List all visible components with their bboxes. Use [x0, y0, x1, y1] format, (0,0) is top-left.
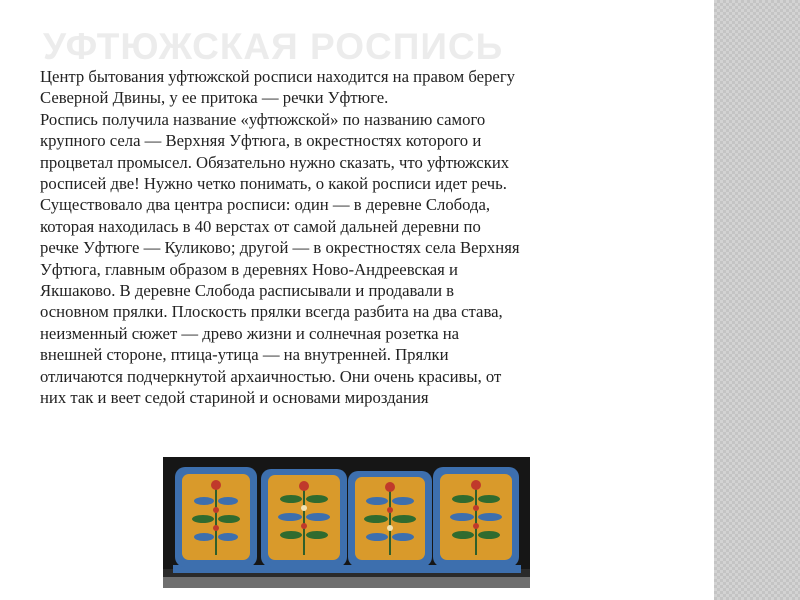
text-line: них так и веет седой стариной и основами мироздания [40, 388, 429, 408]
decorative-side-band [714, 0, 800, 600]
text-line: внешней стороне, птица-утица — на внутренней. Прялки [40, 345, 449, 365]
text-line: Центр бытования уфтюжской росписи находится на правом берегу [40, 67, 516, 86]
painted-box-3 [346, 471, 434, 573]
text-line: Роспись получила название «уфтюжской» по названию самого [40, 109, 486, 129]
text-line: росписей две! Нужно четко понимать, о какой росписи идет речь. [40, 174, 507, 194]
text-line: отличаются подчеркнутой архаичностью. Они очень красивы, от [40, 366, 502, 386]
text-line: основном прялки. Плоскость прялки всегда разбита на два става, [40, 302, 503, 322]
text-line: Якшаково. В деревне Слобода расписывали и продавали в [40, 281, 455, 301]
text-line: которая находилась в 40 верстах от самой дальней деревни по [40, 216, 481, 236]
painted-boxes-illustration [163, 457, 530, 588]
painted-box-1 [173, 467, 259, 573]
painted-box-4 [431, 467, 521, 573]
text-line: крупного села — Верхняя Уфтюга, в окрестностях которого и [40, 131, 482, 151]
text-line: Уфтюга, главным образом в деревнях Ново-Андреевская и [40, 259, 458, 279]
text-line: речке Уфтюге — Куликово; другой — в окрестностях села Верхняя [40, 238, 520, 258]
text-line: процветал промысел. Обязательно нужно сказать, что уфтюжских [40, 152, 510, 172]
painted-boxes-photo [163, 457, 530, 588]
slide-body-text [40, 66, 620, 409]
painted-box-2 [259, 469, 349, 573]
slide-title: УФТЮЖСКАЯ РОСПИСЬ [43, 26, 504, 67]
text-line: неизменный сюжет — древо жизни и солнечная розетка на [40, 323, 460, 343]
text-line: Северной Двины, у ее притока — речки Уфтюге. [40, 88, 389, 108]
text-line: Существовало два центра росписи: один — в деревне Слобода, [40, 195, 491, 215]
